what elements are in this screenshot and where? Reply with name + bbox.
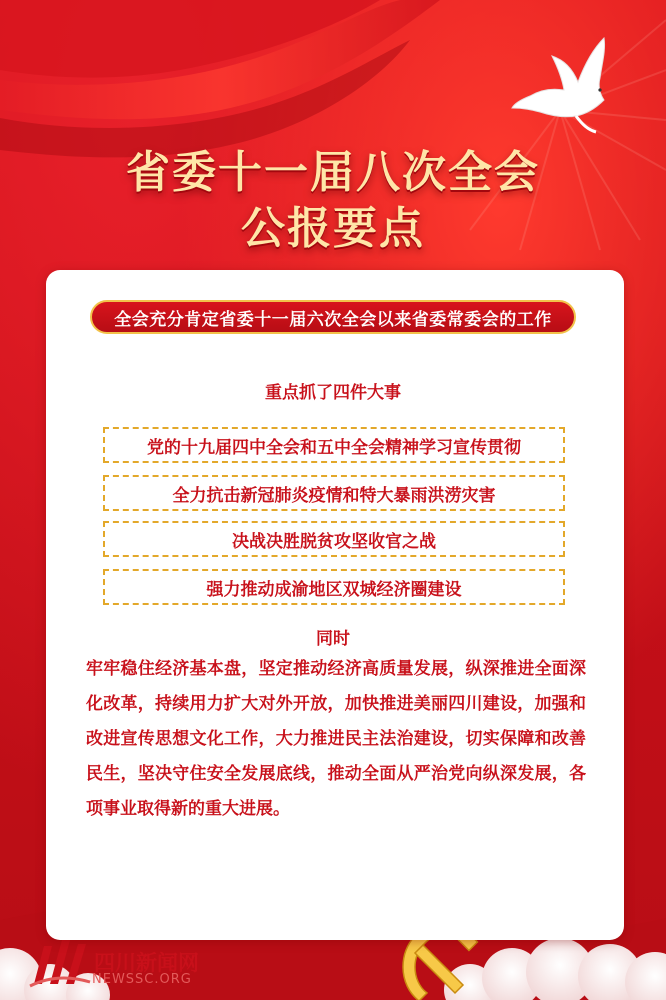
subhead-meanwhile: 同时 [316, 629, 350, 649]
subhead-four-tasks: 重点抓了四件大事 [265, 383, 401, 403]
page-title-line-1: 省委十一届八次全会 [126, 147, 540, 198]
page-title-line-2: 公报要点 [241, 203, 425, 254]
logo-name: 四川新闻网 [94, 951, 199, 975]
logo-domain: NEWSSC.ORG [92, 972, 192, 987]
content-card [46, 270, 624, 940]
task-item: 决战决胜脱贫攻坚收官之战 [103, 521, 565, 557]
summary-paragraph: 牢牢稳住经济基本盘，坚定推动经济高质量发展，纵深推进全面深化改革，持续用力扩大对外开放，加快推进美丽四川建设，加强和改进宣传思想文化工作，大力推进民主法治建设，切实保障和改善民生，坚决守住安全发展底线，推动全面从严治党向纵深发展，各项事业取得新的重大进展。 [86, 659, 586, 819]
section-banner: 全会充分肯定省委十一届六次全会以来省委常委会的工作 [90, 300, 576, 334]
task-item: 党的十九届四中全会和五中全会精神学习宣传贯彻 [103, 427, 565, 463]
task-item: 全力抗击新冠肺炎疫情和特大暴雨洪涝灾害 [103, 475, 565, 511]
task-item: 强力推动成渝地区双城经济圈建设 [103, 569, 565, 605]
